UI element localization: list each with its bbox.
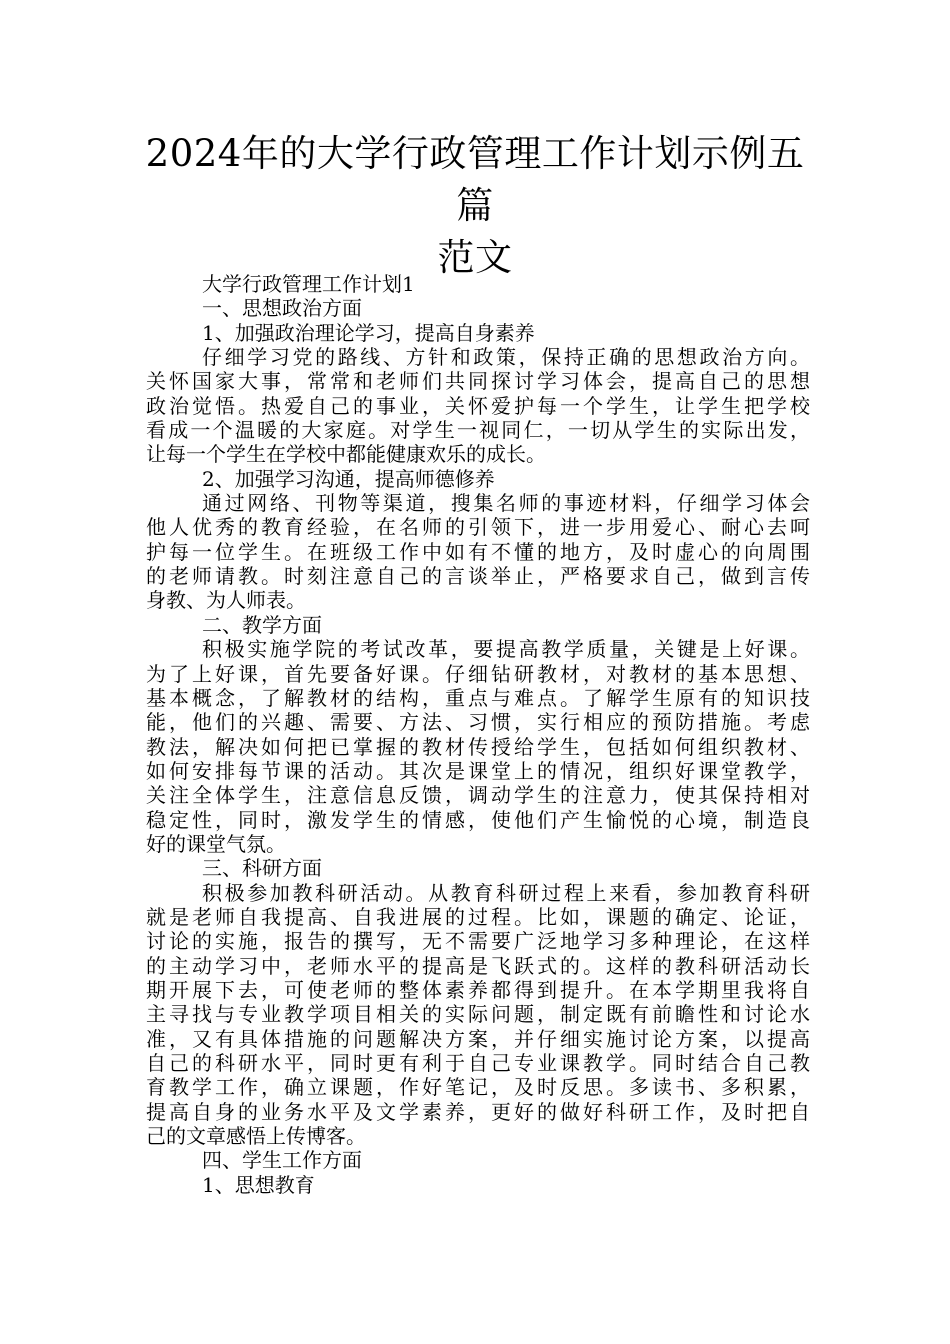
section-heading: 四、学生工作方面 xyxy=(202,1148,362,1173)
paragraph-line: 通过网络、刊物等渠道，搜集名师的事迹材料，仔细学习体会 xyxy=(202,491,810,516)
paragraph-line: 仔细学习党的路线、方针和政策，保持正确的思想政治方向。 xyxy=(202,345,810,370)
section-heading: 二、教学方面 xyxy=(202,612,322,637)
paragraph-line: 积极参加教科研活动。从教育科研过程上来看，参加教育科研 xyxy=(202,880,810,905)
paragraph-line: 主寻找与专业教学项目相关的实际问题，制定既有前瞻性和讨论水 xyxy=(146,1002,810,1027)
paragraph-line: 教法，解决如何把已掌握的教材传授给学生，包括如何组织教材、 xyxy=(146,734,810,759)
paragraph-line: 的主动学习中，老师水平的提高是飞跃式的。这样的教科研活动长 xyxy=(146,953,810,978)
section-heading: 一、思想政治方面 xyxy=(202,296,362,321)
paragraph-line: 就是老师自我提高、自我进展的过程。比如，课题的确定、论证， xyxy=(146,904,810,929)
paragraph-line: 身教、为人师表。 xyxy=(146,588,306,613)
paragraph-line: 基本概念，了解教材的结构，重点与难点。了解学生原有的知识技 xyxy=(146,685,810,710)
section-heading: 1、思想教育 xyxy=(202,1172,315,1197)
paragraph-line: 的老师请教。时刻注意自己的言谈举止，严格要求自己，做到言传 xyxy=(146,564,810,589)
paragraph-line: 自己的科研水平，同时更有利于自己专业课教学。同时结合自己教 xyxy=(146,1051,810,1075)
paragraph-line: 政治觉悟。热爱自己的事业，关怀爱护每一个学生，让学生把学校 xyxy=(146,393,810,418)
document-title xyxy=(130,128,820,284)
paragraph-line: 关怀国家大事，常常和老师们共同探讨学习体会，提高自己的思想 xyxy=(146,369,810,394)
paragraph-line: 期开展下去，可使老师的整体素养都得到提升。在本学期里我将自 xyxy=(146,977,810,1002)
paragraph-line: 育教学工作，确立课题，作好笔记，及时反思。多读书、多积累， xyxy=(146,1075,810,1100)
paragraph-line: 如何安排每节课的活动。其次是课堂上的情况，组织好课堂教学， xyxy=(146,758,810,783)
section-heading: 2、加强学习沟通，提高师德修养 xyxy=(202,466,495,491)
paragraph-line: 提高自身的业务水平及文学素养，更好的做好科研工作，及时把自 xyxy=(146,1099,810,1124)
paragraph-line: 为了上好课，首先要备好课。仔细钻研教材，对教材的基本思想、 xyxy=(146,661,810,686)
paragraph-line: 积极实施学院的考试改革，要提高教学质量，关键是上好课。 xyxy=(202,637,810,662)
paragraph-line: 护每一位学生。在班级工作中如有不懂的地方，及时虚心的向周围 xyxy=(146,539,810,564)
title-line-1: 2024年的大学行政管理工作计划示例五篇 xyxy=(145,132,805,227)
section-heading: 大学行政管理工作计划1 xyxy=(202,272,415,296)
paragraph-line: 准，又有具体措施的问题解决方案，并仔细实施讨论方案，以提高 xyxy=(146,1026,810,1051)
paragraph-line: 讨论的实施，报告的撰写，无不需要广泛地学习多种理论，在这样 xyxy=(146,929,810,954)
title-line-2: 范文 xyxy=(437,236,513,279)
paragraph-line: 看成一个温暖的大家庭。对学生一视同仁，一切从学生的实际出发， xyxy=(146,418,810,443)
paragraph-line: 他人优秀的教育经验，在名师的引领下，进一步用爱心、耐心去呵 xyxy=(146,515,810,540)
paragraph-line: 让每一个学生在学校中都能健康欢乐的成长。 xyxy=(146,442,546,467)
document-body xyxy=(146,272,810,1197)
paragraph-line: 能，他们的兴趣、需要、方法、习惯，实行相应的预防措施。考虑 xyxy=(146,710,810,735)
paragraph-line: 好的课堂气氛。 xyxy=(146,831,286,856)
paragraph-line: 稳定性，同时，激发学生的情感，使他们产生愉悦的心境，制造良 xyxy=(146,807,810,832)
paragraph-line: 己的文章感悟上传博客。 xyxy=(146,1124,366,1149)
paragraph-line: 关注全体学生，注意信息反馈，调动学生的注意力，使其保持相对 xyxy=(146,783,810,808)
section-heading: 1、加强政治理论学习，提高自身素养 xyxy=(202,320,535,345)
section-heading: 三、科研方面 xyxy=(202,856,322,881)
